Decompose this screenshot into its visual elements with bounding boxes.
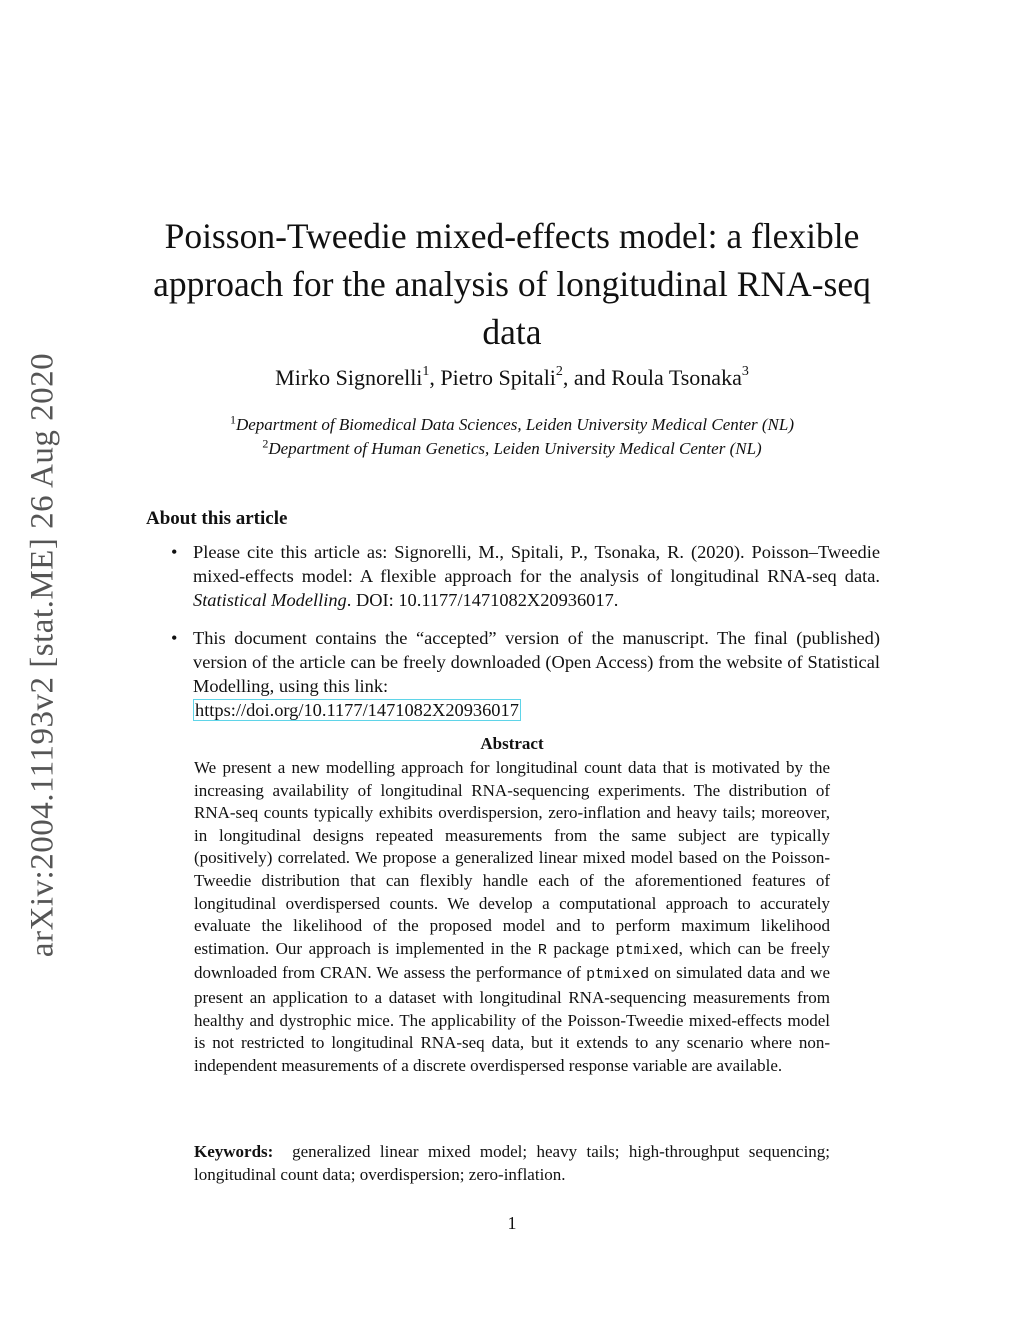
about-heading: About this article — [146, 508, 288, 529]
keywords-text: generalized linear mixed model; heavy tails; high-throughput sequencing; longitudinal count data; overdispersion; zero-inflation. — [194, 1142, 831, 1184]
author-name: Roula Tsonaka — [611, 365, 742, 390]
doi-link[interactable]: https://doi.org/10.1177/1471082X20936017 — [195, 700, 519, 720]
journal-name: Statistical Modelling — [193, 590, 347, 610]
affiliation-mark: 2 — [262, 436, 269, 451]
affiliation-list — [140, 413, 884, 461]
author-name: Pietro Spitali — [440, 365, 556, 390]
bullet-icon: • — [171, 628, 178, 648]
code-package-name: ptmixed — [615, 941, 679, 959]
version-bullet — [146, 626, 880, 722]
abstract-body — [194, 757, 830, 1077]
abstract-text: on simulated data and we present an application to a dataset with longitudinal RNA-sequencing measurements from healthy and dystrophic mice. The applicability of the Poisson-Tweedie mixed-effects model is not restricted to longitudinal RNA-seq data, but it extends to any scenario where non-independent measurements of a discrete overdispersed response variable are available. — [194, 963, 830, 1075]
page-number: 1 — [507, 1213, 517, 1233]
affiliation-line — [140, 413, 884, 437]
citation-text: Please cite this article as: Signorelli, M., Spitali, P., Tsonaka, R. (2020). Poisson–Tweedie mixed-effects model: A flexible approach for the analysis of longitudinal RNA-seq data. — [193, 542, 880, 586]
author-affiliation-mark: 2 — [555, 363, 563, 379]
author-separator: , and — [562, 365, 612, 390]
arxiv-identifier-stamp: arXiv:2004.11193v2 [stat.ME] 26 Aug 2020 — [24, 352, 61, 958]
abstract-title: Abstract — [480, 734, 544, 753]
author-affiliation-mark: 1 — [422, 363, 430, 379]
affiliation-text: Department of Human Genetics, Leiden University Medical Center (NL) — [268, 439, 762, 458]
author-name: Mirko Signorelli — [275, 365, 423, 390]
citation-doi-text: . DOI: 10.1177/1471082X20936017. — [346, 590, 619, 610]
affiliation-line — [140, 437, 884, 461]
author-separator: , — [429, 365, 441, 390]
version-text: This document contains the “accepted” version of the manuscript. The final (published) version of the article can be freely downloaded (Open Access) from the website of Statistical Modelling, using this link: — [193, 628, 880, 696]
about-bullet-list — [146, 540, 880, 722]
author-affiliation-mark: 3 — [741, 363, 749, 379]
code-r: R — [537, 941, 547, 959]
citation-bullet — [146, 540, 880, 612]
paper-title: Poisson-Tweedie mixed-effects model: a flexible approach for the analysis of longitudinal RNA-seq data — [153, 216, 871, 352]
abstract-text: We present a new modelling approach for longitudinal count data that is motivated by the increasing availability of longitudinal RNA-sequencing experiments. The distribution of RNA-seq counts typically exhibits overdispersion, zero-inflation and heavy tails; moreover, in longitudinal designs repeated measurements from the same subject are typically (positively) correlated. We propose a generalized linear mixed model based on the Poisson-Tweedie distribution that can flexibly handle each of the aforementioned features of longitudinal overdispersed counts. We develop a computational approach to accurately evaluate the likelihood of the proposed model and to perform maximum likelihood estimation. Our approach is implemented in the — [194, 758, 830, 958]
keywords — [194, 1140, 830, 1186]
abstract-text: package — [546, 938, 616, 958]
keywords-label: Keywords: — [194, 1142, 274, 1161]
author-list — [140, 365, 884, 391]
affiliation-mark: 1 — [229, 412, 236, 427]
code-package-name: ptmixed — [586, 966, 650, 984]
affiliation-text: Department of Biomedical Data Sciences, Leiden University Medical Center (NL) — [235, 415, 795, 434]
abstract-text: , which can be freely downloaded from CRAN. We assess the performance of — [194, 938, 830, 983]
bullet-icon: • — [171, 542, 178, 562]
